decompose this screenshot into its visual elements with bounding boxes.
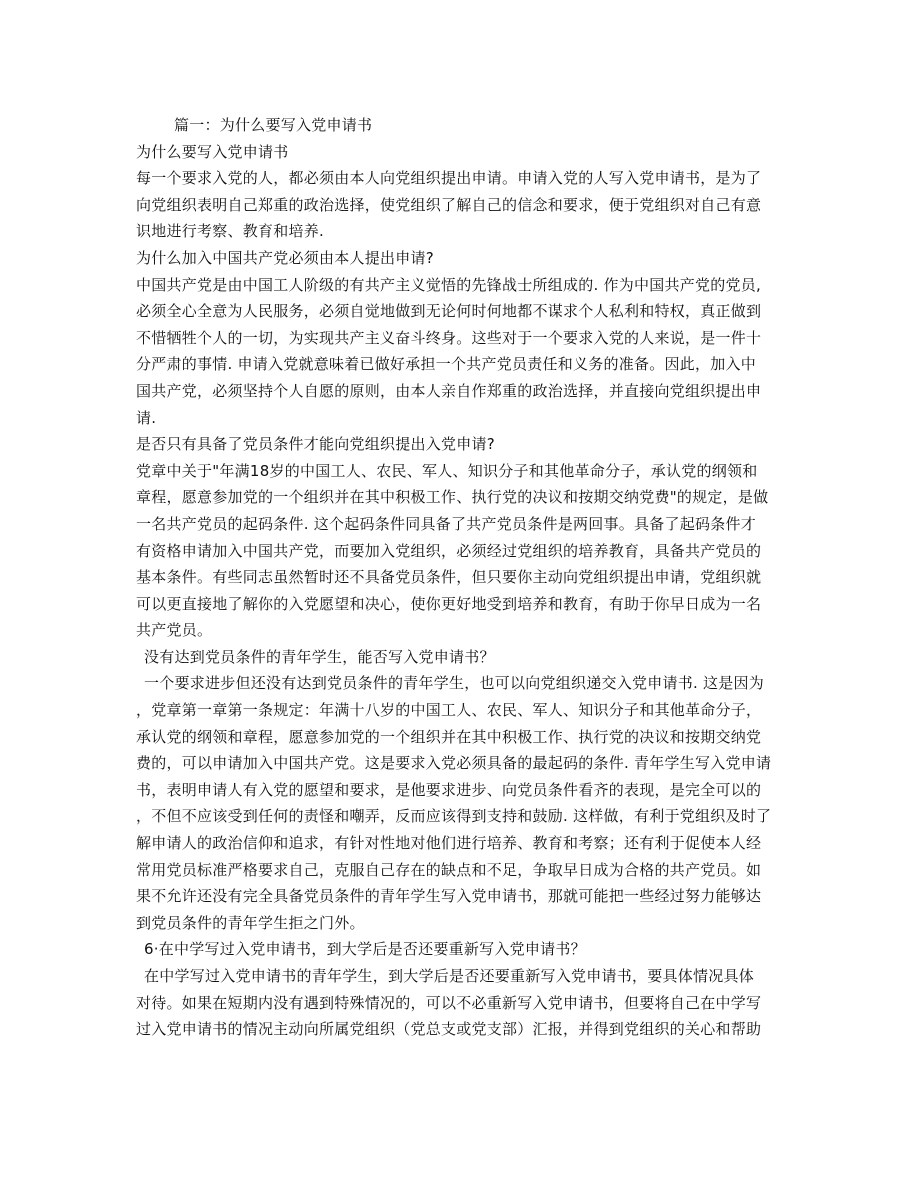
paragraph-line: 章程，愿意参加党的一个组织并在其中积极工作、执行党的决议和按期交纳党费"的规定，是做	[136, 488, 769, 507]
document-body	[136, 112, 796, 1043]
section-heading: 是否只有具备了党员条件才能向党组织提出入党申请?	[136, 435, 495, 454]
paragraph-line: 党章中关于"年满18岁的中国工人、农民、军人、知识分子和其他革命分子，承认党的纲领和	[136, 461, 758, 480]
paragraph-line: 到党员条件的青年学生拒之门外。	[136, 913, 365, 932]
paragraph-line: 基本条件。有些同志虽然暂时还不具备党员条件，但只要你主动向党组织提出申请，党组织就	[136, 568, 762, 587]
section-heading: 6·在中学写过入党申请书，到大学后是否还要重新写入党申请书？	[144, 940, 586, 959]
paragraph-line: 一名共产党员的起码条件. 这个起码条件同具备了共产党员条件是两回事。具备了起码条件才	[136, 514, 757, 533]
paragraph-line: 果不允许还没有完全具备党员条件的青年学生写入党申请书，那就可能把一些经过努力能够达	[136, 887, 762, 906]
paragraph-line: 请.	[136, 408, 157, 427]
paragraph-line: 中国共产党是由中国工人阶级的有共产主义觉悟的先锋战士所组成的. 作为中国共产党的党员,	[136, 275, 762, 294]
section-heading: 为什么加入中国共产党必须由本人提出申请?	[136, 248, 434, 267]
paragraph-line: 在中学写过入党申请书的青年学生，到大学后是否还要重新写入党申请书，要具体情况具体	[144, 967, 755, 985]
paragraph-line: 对待。如果在短期内没有遇到特殊情况的，可以不必重新写入党申请书，但要将自己在中学写	[136, 993, 762, 1012]
paragraph-line: 费的，可以申请加入中国共产党。这是要求入党必须具备的最起码的条件. 青年学生写入党申请	[136, 754, 772, 773]
paragraph-line: ，不但不应该受到任何的责怪和嘲弄，反而应该得到支持和鼓励. 这样做，有利于党组织及时了	[136, 807, 772, 826]
paragraph-line: 国共产党，必须坚持个人自愿的原则，由本人亲自作郑重的政治选择，并直接向党组织提出申	[136, 381, 762, 400]
paragraph-line: 承认党的纲领和章程，愿意参加党的一个组织并在其中积极工作、执行党的决议和按期交纳党	[136, 727, 762, 746]
paragraph-line: 不惜牺牲个人的一切，为实现共产主义奋斗终身。这些对于一个要求入党的人来说，是一件十	[136, 328, 762, 347]
paragraph-line: 一个要求进步但还没有达到党员条件的青年学生，也可以向党组织递交入党申请书. 这是因为	[144, 674, 765, 693]
paragraph-line: 分严肃的事情. 申请入党就意味着已做好承担一个共产党员责任和义务的准备。因此，加入中	[136, 355, 757, 374]
paragraph-line: 过入党申请书的情况主动向所属党组织（党总支或党支部）汇报，并得到党组织的关心和帮助	[136, 1020, 762, 1039]
section-heading: 为什么要写入党申请书	[136, 142, 289, 161]
paragraph-line: ，党章第一章第一条规定：年满十八岁的中国工人、农民、军人、知识分子和其他革命分子，	[136, 701, 762, 720]
paragraph-line: 向党组织表明自己郑重的政治选择，使党组织了解自己的信念和要求，便于党组织对自己有意	[136, 195, 762, 214]
paragraph-line: 共产党员。	[136, 621, 213, 640]
paragraph-line: 书，表明申请人有入党的愿望和要求，是他要求进步、向党员条件看齐的表现，是完全可以的	[136, 780, 762, 799]
section-heading: 没有达到党员条件的青年学生，能否写入党申请书？	[144, 647, 495, 666]
document-title: 篇一：为什么要写入党申请书	[174, 116, 373, 134]
paragraph-line: 常用党员标准严格要求自己，克服自己存在的缺点和不足，争取早日成为合格的共产党员。如	[136, 860, 762, 879]
paragraph-line: 每一个要求入党的人，都必须由本人向党组织提出申请。申请入党的人写入党申请书，是为了	[136, 169, 762, 188]
paragraph-line: 必须全心全意为人民服务，必须自觉地做到无论何时何地都不谋求个人私利和特权，真正做到	[136, 302, 762, 321]
paragraph-line: 解申请人的政治信仰和追求，有针对性地对他们进行培养、教育和考察；还有利于促使本人经	[136, 834, 762, 853]
paragraph-line: 可以更直接地了解你的入党愿望和决心，使你更好地受到培养和教育，有助于你早日成为一名	[136, 594, 762, 613]
paragraph-line: 识地进行考察、教育和培养.	[136, 222, 325, 241]
paragraph-line: 有资格申请加入中国共产党，而要加入党组织，必须经过党组织的培养教育，具备共产党员的	[136, 541, 762, 560]
